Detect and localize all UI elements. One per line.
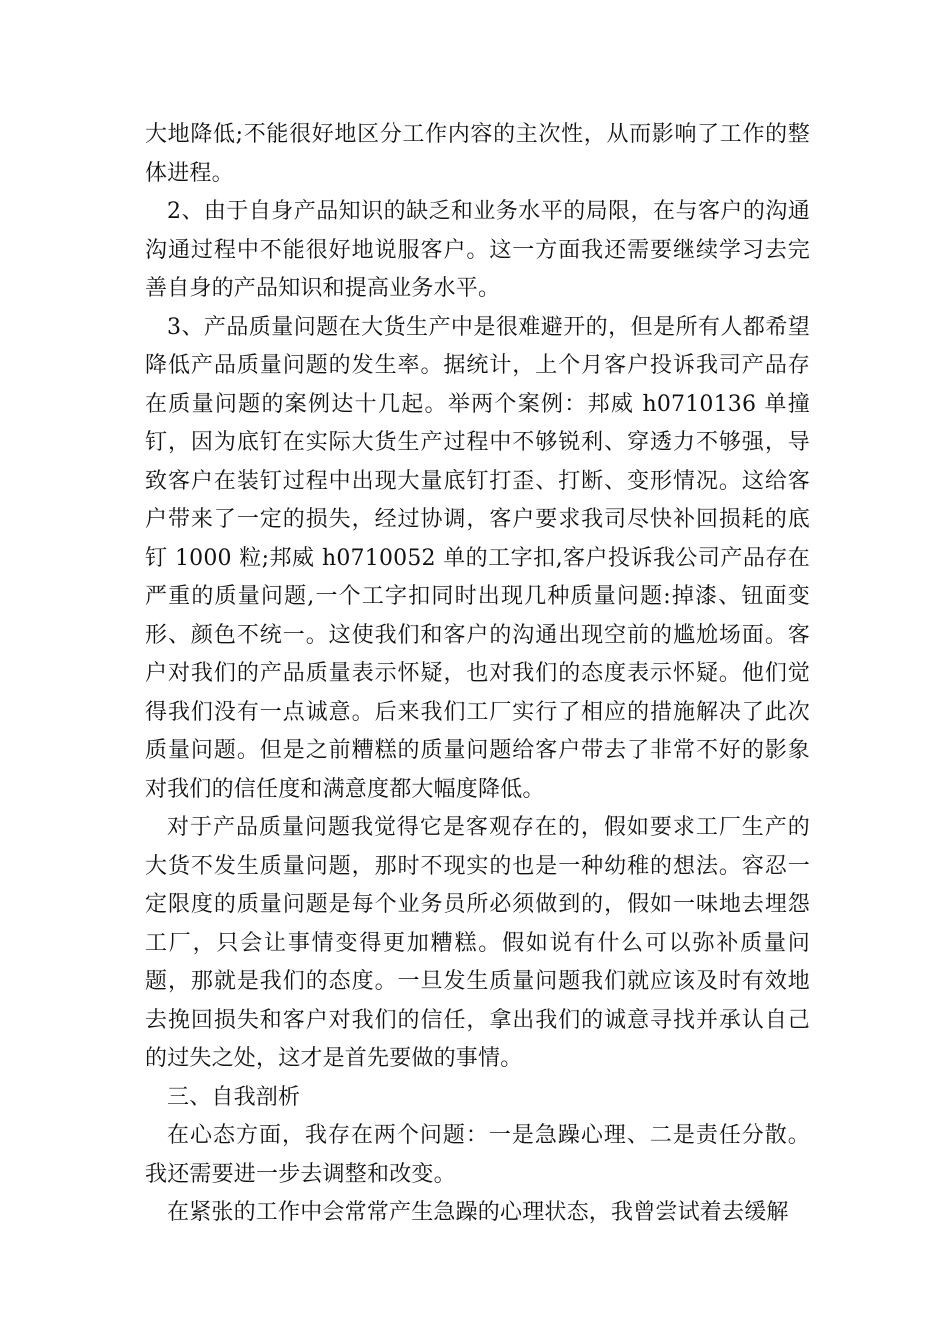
- paragraph-1: 大地降低;不能很好地区分工作内容的主次性，从而影响了工作的整体进程。: [145, 122, 810, 186]
- paragraph-6: 在紧张的工作中会常常产生急躁的心理状态，我曾尝试着去缓解: [167, 1200, 789, 1225]
- paragraph-5: 在心态方面，我存在两个问题：一是急躁心理、二是责任分散。我还需要进一步去调整和改变。: [145, 1123, 810, 1187]
- document-body: [145, 116, 810, 1233]
- paragraph-3: 3、产品质量问题在大货生产中是很难避开的，但是所有人都希望降低产品质量问题的发生率。据统计，上个月客户投诉我司产品存在质量问题的案例达十几起。举两个案例：邦威 h0710136 单撞钉，因为底钉在实际大货生产过程中不够锐利、穿透力不够强，导致客户在装钉过程中出现大量底钉打歪、打断、变形情况。这给客户带来了一定的损失，经过协调，客户要求我司尽快补回损耗的底钉 1000 粒;邦威 h0710052 单的工字扣,客户投诉我公司产品存在严重的质量问题,一个工字扣同时出现几种质量问题:掉漆、钮面变形、颜色不统一。这使我们和客户的沟通出现空前的尴尬场面。客户对我们的产品质量表示怀疑，也对我们的态度表示怀疑。他们觉得我们没有一点诚意。后来我们工厂实行了相应的措施解决了此次质量问题。但是之前糟糕的质量问题给客户带去了非常不好的影象对我们的信任度和满意度都大幅度降低。: [145, 314, 810, 802]
- section-heading: 三、自我剖析: [167, 1084, 301, 1110]
- paragraph-2: 2、由于自身产品知识的缺乏和业务水平的局限，在与客户的沟通沟通过程中不能很好地说服客户。这一方面我还需要继续学习去完善自身的产品知识和提高业务水平。: [145, 199, 810, 301]
- paragraph-4: 对于产品质量问题我觉得它是客观存在的，假如要求工厂生产的大货不发生质量问题，那时不现实的也是一种幼稚的想法。容忍一定限度的质量问题是每个业务员所必须做到的，假如一味地去埋怨工厂，只会让事情变得更加糟糕。假如说有什么可以弥补质量问题，那就是我们的态度。一旦发生质量问题我们就应该及时有效地去挽回损失和客户对我们的信任，拿出我们的诚意寻找并承认自己的过失之处，这才是首先要做的事情。: [145, 815, 810, 1071]
